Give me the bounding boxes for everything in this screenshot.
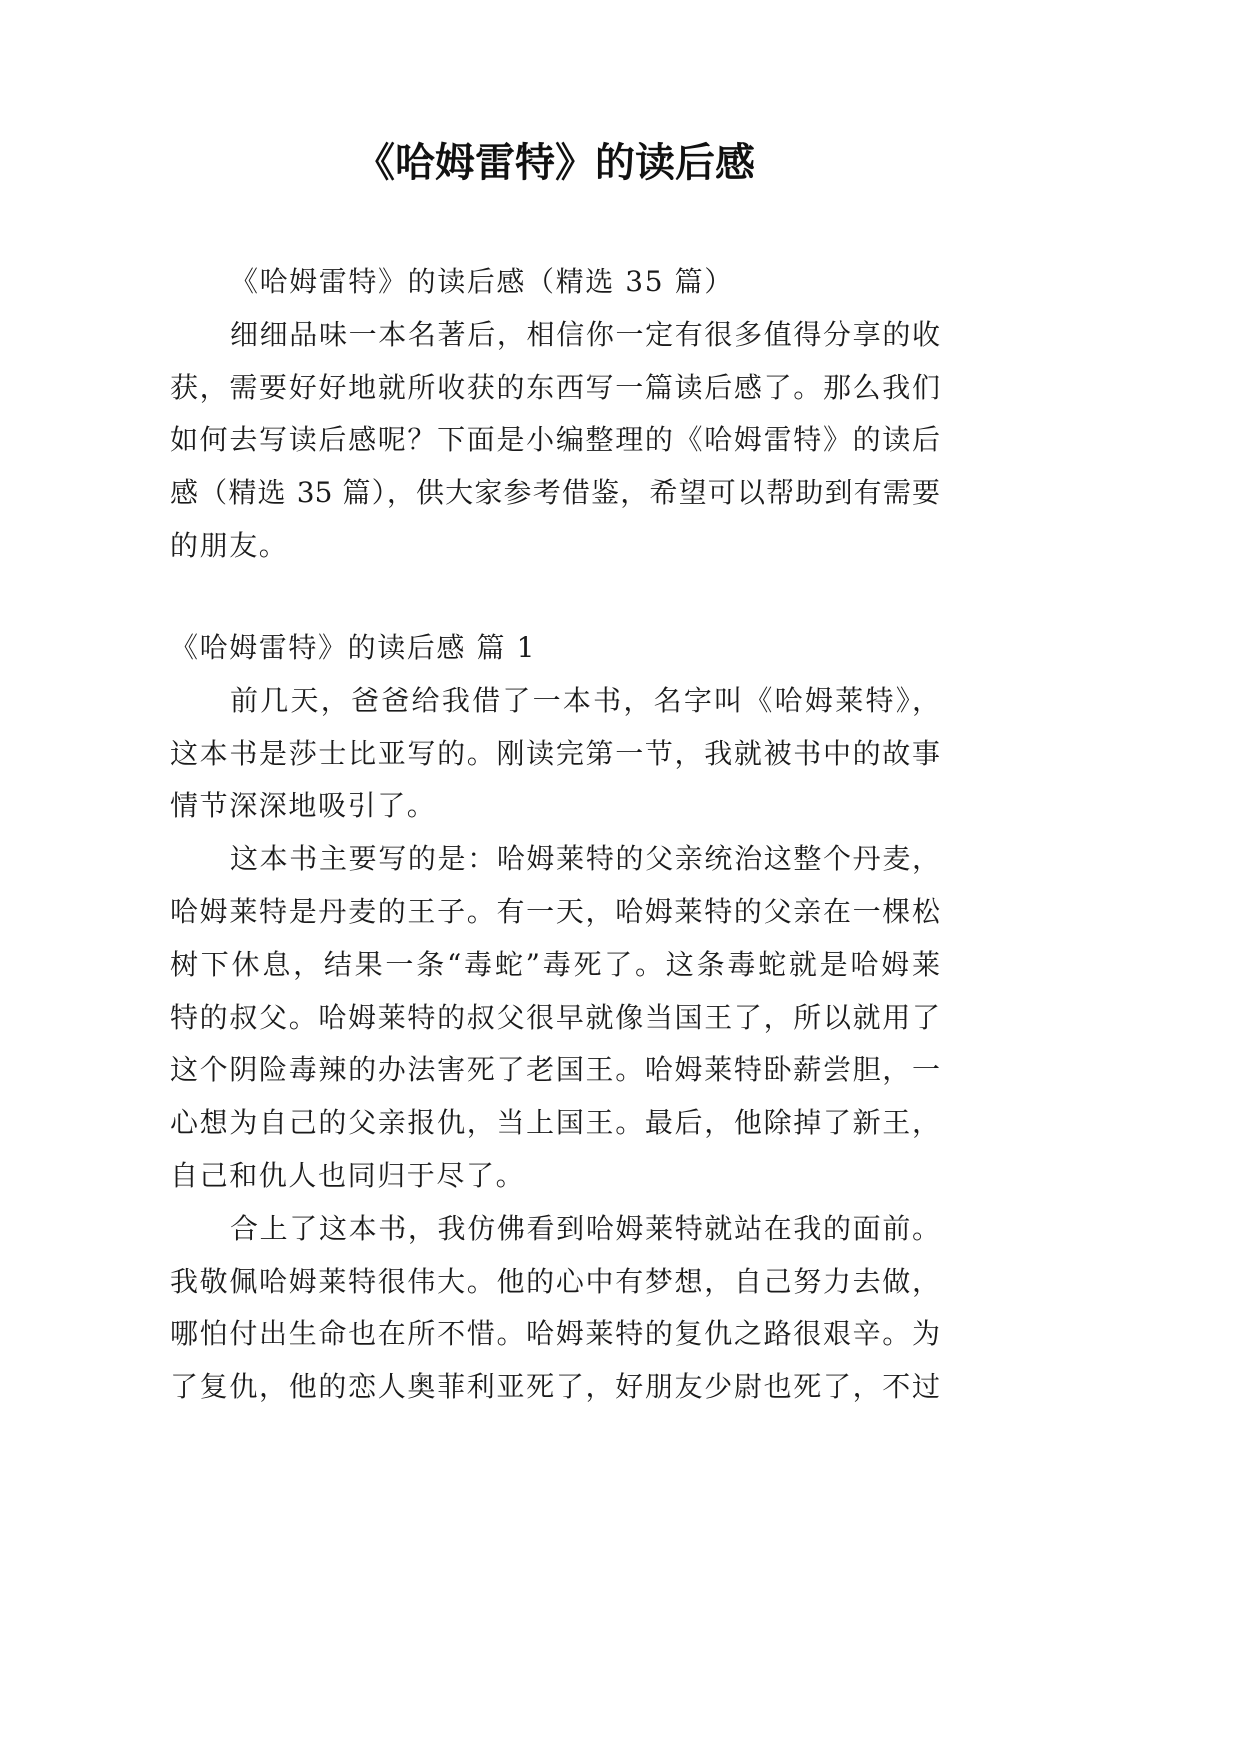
paragraph-line: 我敬佩哈姆莱特很伟大。他的心中有梦想，自己努力去做， <box>170 1264 940 1298</box>
paragraph-line: 合上了这本书，我仿佛看到哈姆莱特就站在我的面前。 <box>230 1211 940 1245</box>
essay-section <box>170 622 940 1414</box>
paragraph-line: 哪怕付出生命也在所不惜。哈姆莱特的复仇之路很艰辛。为 <box>170 1317 940 1351</box>
paragraph-line: 感（精选 35 篇），供大家参考借鉴，希望可以帮助到有需要 <box>170 476 940 510</box>
paragraph-line: 哈姆莱特是丹麦的王子。有一天，哈姆莱特的父亲在一棵松 <box>170 894 940 928</box>
section-heading: 《哈姆雷特》的读后感 篇 1 <box>170 630 537 664</box>
paragraph-line: 如何去写读后感呢？下面是小编整理的《哈姆雷特》的读后 <box>170 423 940 457</box>
paragraph-line: 自己和仇人也同归于尽了。 <box>170 1158 526 1192</box>
intro-paragraph <box>170 309 940 573</box>
section-paragraph <box>170 675 940 833</box>
paragraph-line: 这个阴险毒辣的办法害死了老国王。哈姆莱特卧薪尝胆，一 <box>170 1053 940 1087</box>
paragraph-line: 这本书是莎士比亚写的。刚读完第一节，我就被书中的故事 <box>170 736 940 770</box>
paragraph-line: 前几天，爸爸给我借了一本书，名字叫《哈姆莱特》， <box>230 683 940 717</box>
subtitle-line: 《哈姆雷特》的读后感（精选 35 篇） <box>230 265 734 298</box>
paragraph-line: 获，需要好好地就所收获的东西写一篇读后感了。那么我们 <box>170 370 940 404</box>
paragraph-line: 了复仇，他的恋人奥菲利亚死了，好朋友少尉也死了，不过 <box>170 1370 940 1404</box>
paragraph-line: 特的叔父。哈姆莱特的叔父很早就像当国王了，所以就用了 <box>170 1000 940 1034</box>
paragraph-line: 细细品味一本名著后，相信你一定有很多值得分享的收 <box>230 317 940 351</box>
paragraph-line: 树下休息，结果一条“毒蛇”毒死了。这条毒蛇就是哈姆莱 <box>170 947 940 981</box>
document-title: 《哈姆雷特》的读后感 <box>355 140 755 186</box>
paragraph-line: 情节深深地吸引了。 <box>170 789 437 823</box>
paragraph-line: 这本书主要写的是：哈姆莱特的父亲统治这整个丹麦， <box>230 842 940 876</box>
paragraph-line: 的朋友。 <box>170 528 289 562</box>
paragraph-line: 心想为自己的父亲报仇，当上国王。最后，他除掉了新王， <box>170 1106 940 1140</box>
section-paragraph <box>170 1203 940 1414</box>
document-body <box>170 256 940 1414</box>
section-paragraph <box>170 833 940 1203</box>
